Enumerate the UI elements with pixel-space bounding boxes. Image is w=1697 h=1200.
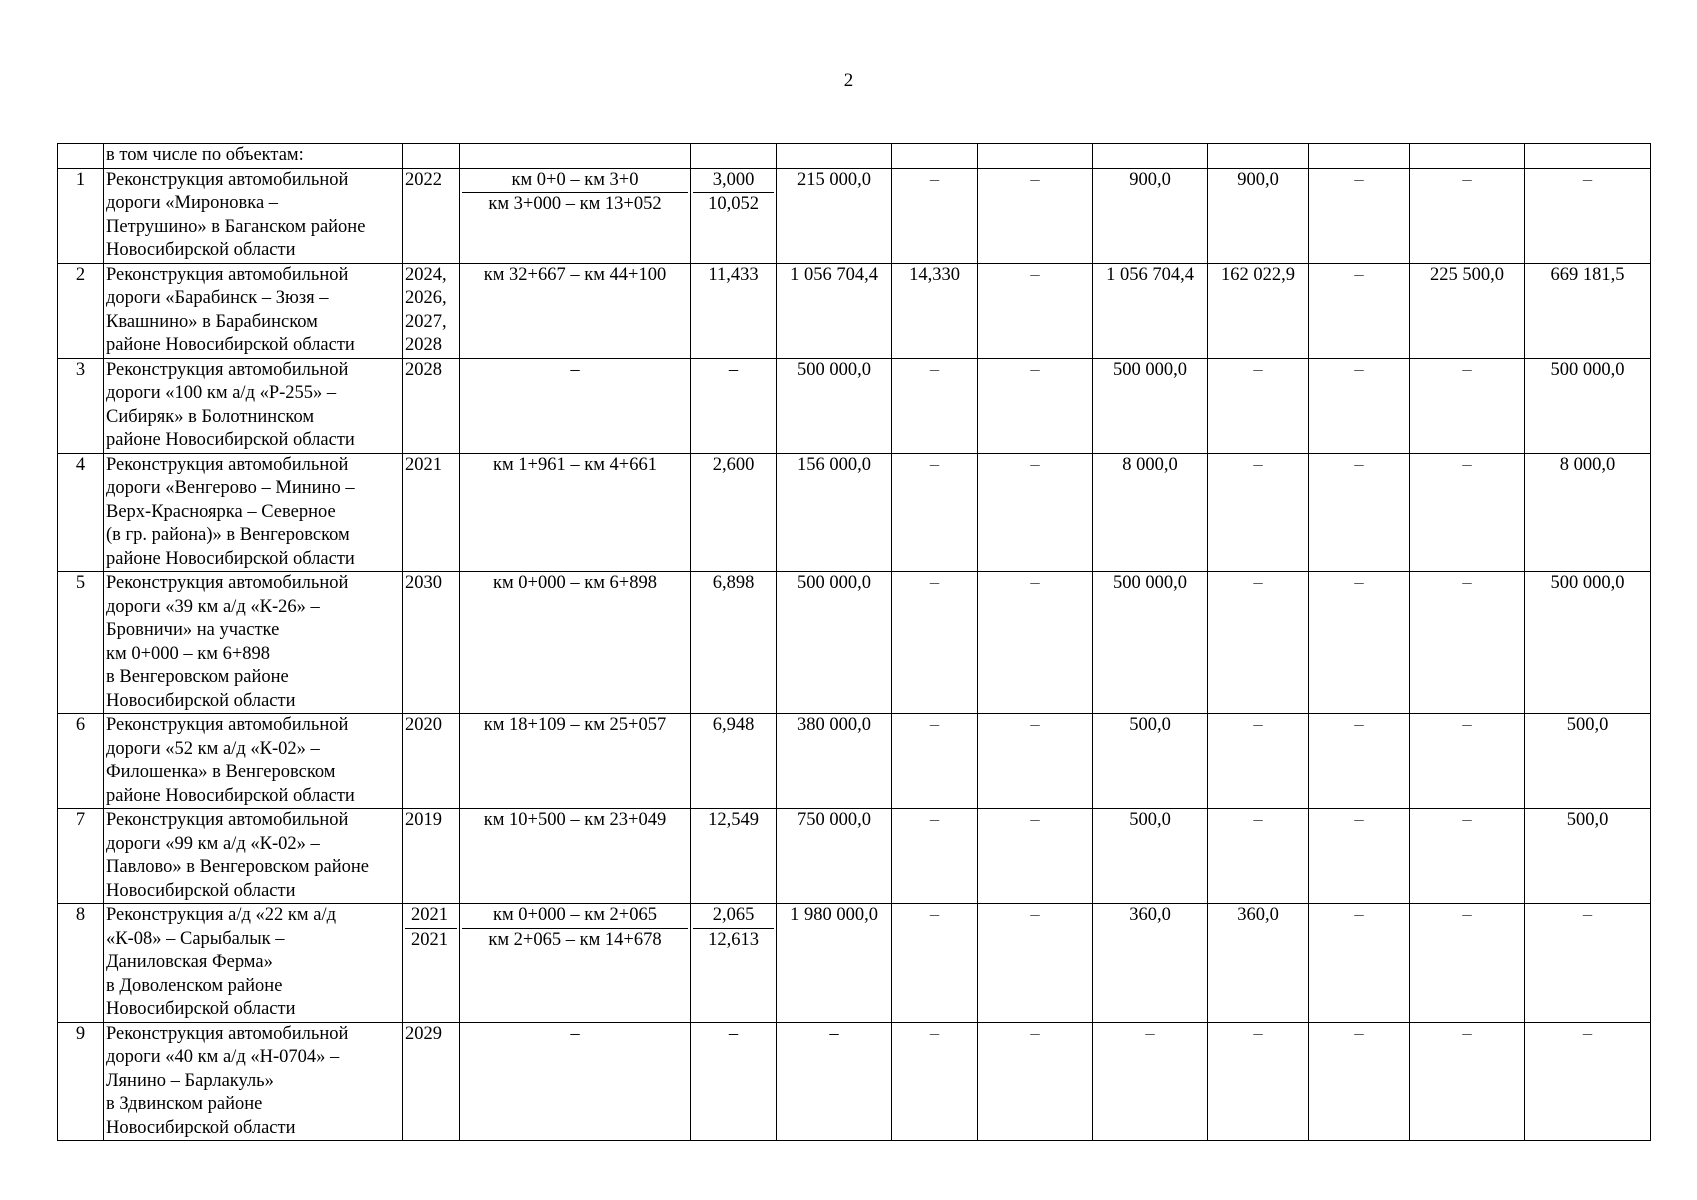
section-range [460, 809, 691, 904]
years [403, 453, 460, 572]
object-name [104, 1022, 403, 1141]
table-row [58, 168, 1651, 263]
value-c13: 500 000,0 [1525, 358, 1651, 453]
years-line: 2024, [405, 264, 447, 285]
object-name [104, 263, 403, 358]
section-range-line: км 10+500 – км 23+049 [483, 810, 667, 830]
object-name-line: Новосибирской области [106, 880, 296, 901]
value-c12: – [1410, 358, 1525, 453]
value-c11: – [1309, 1022, 1410, 1141]
years-line: 2019 [405, 810, 442, 830]
years [403, 263, 460, 358]
object-name-line: Даниловская Ферма» [106, 952, 273, 972]
section-label: в том числе по объектам: [104, 144, 403, 169]
length-km-line: – [728, 359, 739, 380]
section-range-line: км 0+000 – км 2+065 [462, 904, 688, 929]
value-c7: – [892, 358, 978, 453]
cost-total: 380 000,0 [777, 714, 892, 809]
value-c13: – [1525, 168, 1651, 263]
section-range [460, 572, 691, 714]
object-name-line: Филошенка» в Венгеровском [106, 762, 336, 782]
table-row [58, 714, 1651, 809]
object-name-line: дороги «40 км а/д «Н-0704» – [106, 1047, 340, 1067]
value-c8: – [978, 358, 1093, 453]
row-number: 5 [58, 572, 104, 714]
years-line: 2030 [405, 573, 442, 593]
row-number: 7 [58, 809, 104, 904]
section-range-line: км 1+961 – км 4+661 [492, 454, 657, 475]
object-name-line: км 0+000 – км 6+898 [106, 643, 271, 664]
object-name [104, 572, 403, 714]
years [403, 572, 460, 714]
value-c11: – [1309, 453, 1410, 572]
object-name-line: дороги «52 км а/д «К-02» – [106, 738, 320, 759]
section-range [460, 1022, 691, 1141]
value-c7: – [892, 1022, 978, 1141]
years [403, 168, 460, 263]
length-km-line: – [728, 1023, 739, 1044]
object-name [104, 168, 403, 263]
length-km-line: 6,948 [712, 715, 755, 735]
value-c11: – [1309, 168, 1410, 263]
length-km-line: 3,000 [693, 169, 774, 194]
years [403, 1022, 460, 1141]
object-name-line: Реконструкция автомобильной [106, 359, 349, 380]
value-c7: – [892, 453, 978, 572]
value-c11: – [1309, 714, 1410, 809]
table-row [58, 572, 1651, 714]
value-c12: – [1410, 572, 1525, 714]
cost-total: 156 000,0 [777, 453, 892, 572]
years [403, 714, 460, 809]
years-line: 2020 [405, 715, 442, 735]
cost-total: 750 000,0 [777, 809, 892, 904]
length-km [691, 453, 777, 572]
object-name-line: Реконструкция автомобильной [106, 810, 349, 830]
years [403, 904, 460, 1023]
object-name-line: Реконструкция автомобильной [106, 573, 349, 593]
length-km [691, 358, 777, 453]
cost-total: 500 000,0 [777, 358, 892, 453]
value-c12: – [1410, 168, 1525, 263]
row-number: 6 [58, 714, 104, 809]
value-c9: 500 000,0 [1093, 572, 1208, 714]
value-c8: – [978, 453, 1093, 572]
value-c10: – [1208, 714, 1309, 809]
years-line: 2021 [411, 929, 448, 950]
length-km-line: 12,549 [708, 810, 759, 830]
object-name-line: Бровничи» на участке [106, 620, 280, 640]
object-name-line: дороги «Барабинск – Зюзя – [106, 288, 329, 308]
length-km [691, 904, 777, 1023]
length-km [691, 572, 777, 714]
section-range [460, 904, 691, 1023]
object-name-line: в Здвинском районе [106, 1094, 263, 1114]
value-c11: – [1309, 904, 1410, 1023]
length-km [691, 168, 777, 263]
value-c9: 360,0 [1093, 904, 1208, 1023]
value-c7: – [892, 904, 978, 1023]
years-line: 2021 [405, 454, 442, 475]
value-c13: 8 000,0 [1525, 453, 1651, 572]
years-line: 2028 [405, 335, 442, 355]
section-row [58, 144, 1651, 169]
length-km [691, 263, 777, 358]
value-c12: – [1410, 904, 1525, 1023]
years [403, 809, 460, 904]
cost-total: 215 000,0 [777, 168, 892, 263]
row-number: 9 [58, 1022, 104, 1141]
years-line: 2026, [405, 288, 447, 308]
section-range-line: км 18+109 – км 25+057 [483, 715, 667, 735]
section-range [460, 358, 691, 453]
section-range [460, 453, 691, 572]
value-c12: – [1410, 1022, 1525, 1141]
value-c10: 900,0 [1208, 168, 1309, 263]
section-range-line: – [570, 359, 580, 380]
table-row [58, 1022, 1651, 1141]
value-c8: – [978, 1022, 1093, 1141]
row-number: 1 [58, 168, 104, 263]
length-km-line: 2,065 [693, 904, 774, 929]
length-km-line: 12,613 [708, 929, 759, 950]
table-row [58, 263, 1651, 358]
object-name [104, 809, 403, 904]
cost-total: 1 980 000,0 [777, 904, 892, 1023]
value-c10: 162 022,9 [1208, 263, 1309, 358]
object-name-line: Новосибирской области [106, 240, 296, 260]
value-c9: 500,0 [1093, 809, 1208, 904]
value-c11: – [1309, 572, 1410, 714]
value-c12: – [1410, 453, 1525, 572]
row-number: 3 [58, 358, 104, 453]
value-c11: – [1309, 263, 1410, 358]
object-name-line: Реконструкция автомобильной [106, 1023, 349, 1044]
value-c13: 669 181,5 [1525, 263, 1651, 358]
value-c9: 500,0 [1093, 714, 1208, 809]
years-line: 2029 [405, 1023, 442, 1044]
value-c12: – [1410, 714, 1525, 809]
object-name-line: Новосибирской области [106, 690, 296, 711]
value-c13: – [1525, 904, 1651, 1023]
object-name-line: дороги «99 км а/д «К-02» – [106, 833, 320, 854]
length-km [691, 714, 777, 809]
value-c7: – [892, 572, 978, 714]
years-line: 2028 [405, 359, 442, 380]
object-name-line: Верх-Красноярка – Северное [106, 501, 336, 522]
section-range [460, 168, 691, 263]
section-range-line: км 32+667 – км 44+100 [483, 264, 667, 285]
value-c13: 500,0 [1525, 809, 1651, 904]
value-c7: – [892, 809, 978, 904]
object-name-line: Реконструкция автомобильной [106, 715, 349, 735]
value-c10: – [1208, 453, 1309, 572]
length-km-line: 11,433 [708, 264, 759, 285]
value-c12: 225 500,0 [1410, 263, 1525, 358]
value-c7: – [892, 714, 978, 809]
object-name [104, 358, 403, 453]
object-name-line: районе Новосибирской области [106, 785, 355, 806]
value-c7: – [892, 168, 978, 263]
length-km-line: 2,600 [712, 454, 755, 475]
object-name-line: Реконструкция а/д «22 км а/д [106, 905, 337, 925]
section-range-line: – [570, 1023, 580, 1044]
section-range-line: км 0+000 – км 6+898 [492, 573, 657, 593]
value-c9: 1 056 704,4 [1093, 263, 1208, 358]
object-name-line: в Доволенском районе [106, 975, 283, 996]
years-line: 2021 [405, 904, 457, 929]
value-c13: 500 000,0 [1525, 572, 1651, 714]
value-c8: – [978, 809, 1093, 904]
value-c8: – [978, 263, 1093, 358]
value-c11: – [1309, 358, 1410, 453]
table-row [58, 453, 1651, 572]
object-name [104, 714, 403, 809]
section-range-line: км 0+0 – км 3+0 [462, 169, 688, 194]
object-name-line: Реконструкция автомобильной [106, 454, 349, 475]
objects-table [57, 143, 1651, 1141]
object-name-line: районе Новосибирской области [106, 548, 355, 569]
page-number: 2 [843, 70, 854, 91]
value-c10: 360,0 [1208, 904, 1309, 1023]
value-c11: – [1309, 809, 1410, 904]
object-name-line: Новосибирской области [106, 999, 296, 1019]
value-c13: – [1525, 1022, 1651, 1141]
object-name-line: Реконструкция автомобильной [106, 169, 349, 190]
value-c10: – [1208, 1022, 1309, 1141]
row-number: 8 [58, 904, 104, 1023]
value-c10: – [1208, 809, 1309, 904]
empty-cell [58, 144, 104, 169]
section-range-line: км 3+000 – км 13+052 [488, 194, 662, 214]
cost-total: 1 056 704,4 [777, 263, 892, 358]
object-name-line: Новосибирской области [106, 1117, 296, 1138]
length-km-line: 10,052 [708, 194, 759, 214]
value-c9: 500 000,0 [1093, 358, 1208, 453]
years [403, 358, 460, 453]
object-name [104, 453, 403, 572]
cost-total: – [777, 1022, 892, 1141]
table-row [58, 809, 1651, 904]
value-c8: – [978, 904, 1093, 1023]
value-c12: – [1410, 809, 1525, 904]
value-c13: 500,0 [1525, 714, 1651, 809]
length-km [691, 1022, 777, 1141]
object-name-line: Лянино – Барлакуль» [106, 1070, 274, 1091]
object-name-line: районе Новосибирской области [106, 430, 355, 450]
years-line: 2022 [405, 169, 442, 190]
table-row [58, 904, 1651, 1023]
cost-total: 500 000,0 [777, 572, 892, 714]
object-name-line: Реконструкция автомобильной [106, 264, 349, 285]
value-c8: – [978, 168, 1093, 263]
value-c9: – [1093, 1022, 1208, 1141]
value-c10: – [1208, 358, 1309, 453]
object-name-line: дороги «39 км а/д «К-26» – [106, 596, 320, 617]
section-range-line: км 2+065 – км 14+678 [488, 929, 662, 950]
value-c10: – [1208, 572, 1309, 714]
length-km [691, 809, 777, 904]
object-name-line: в Венгеровском районе [106, 667, 289, 687]
value-c9: 8 000,0 [1093, 453, 1208, 572]
object-name-line: Петрушино» в Баганском районе [106, 216, 366, 237]
object-name-line: Сибиряк» в Болотнинском [106, 406, 315, 427]
row-number: 4 [58, 453, 104, 572]
years-line: 2027, [405, 311, 447, 332]
object-name-line: дороги «100 км а/д «Р-255» – [106, 383, 337, 403]
section-range [460, 263, 691, 358]
object-name [104, 904, 403, 1023]
value-c9: 900,0 [1093, 168, 1208, 263]
object-name-line: Квашнино» в Барабинском [106, 311, 318, 332]
value-c8: – [978, 572, 1093, 714]
value-c8: – [978, 714, 1093, 809]
object-name-line: районе Новосибирской области [106, 335, 355, 355]
object-name-line: дороги «Венгерово – Минино – [106, 478, 355, 498]
object-name-line: «К-08» – Сарыбалык – [106, 928, 285, 949]
object-name-line: дороги «Мироновка – [106, 193, 279, 213]
value-c7: 14,330 [892, 263, 978, 358]
row-number: 2 [58, 263, 104, 358]
table-row [58, 358, 1651, 453]
section-range [460, 714, 691, 809]
object-name-line: Павлово» в Венгеровском районе [106, 857, 369, 877]
object-name-line: (в гр. района)» в Венгеровском [106, 525, 350, 545]
length-km-line: 6,898 [712, 573, 755, 593]
